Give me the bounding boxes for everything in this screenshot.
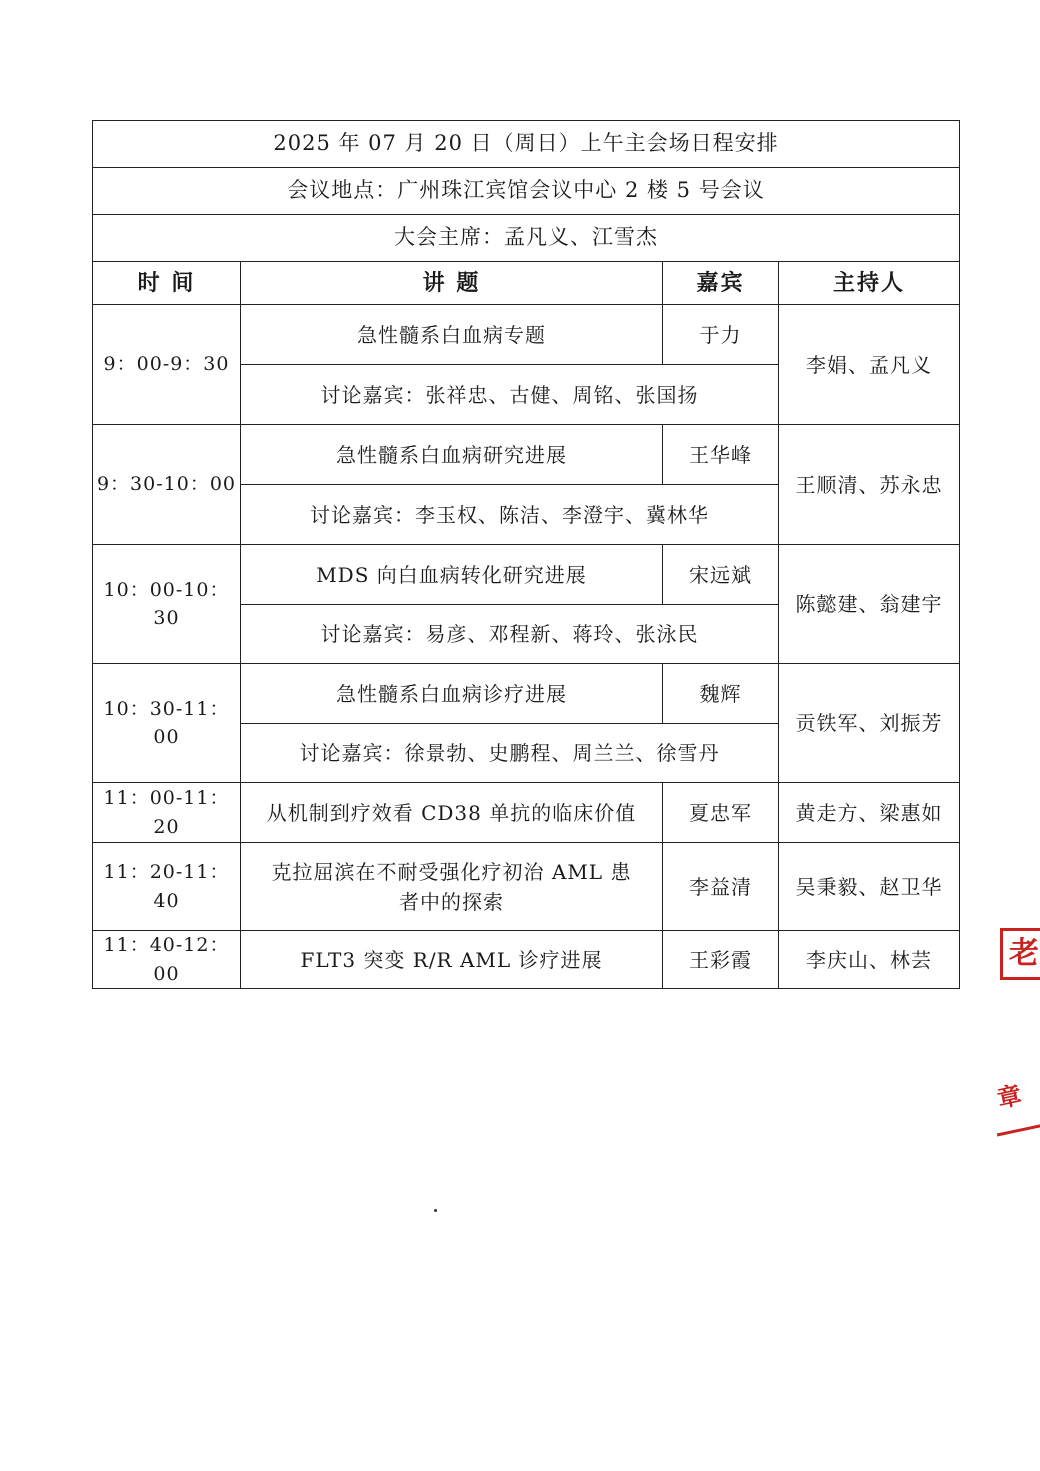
talk-time: 11：20-11：40: [93, 843, 241, 931]
chairs-line: 大会主席：孟凡义、江雪杰: [93, 215, 960, 262]
session-speaker: 王华峰: [663, 425, 779, 485]
session-discussion: 讨论嘉宾：易彦、邓程新、蒋玲、张泳民: [241, 605, 779, 664]
session-discussion: 讨论嘉宾：张祥忠、古健、周铭、张国扬: [241, 365, 779, 425]
session-speaker: 于力: [663, 305, 779, 365]
session-time: 10：30-11：00: [93, 664, 241, 783]
session-time: 9：00-9：30: [93, 305, 241, 425]
talk-time: 11：00-11：20: [93, 783, 241, 843]
session-discussion: 讨论嘉宾：徐景勃、史鹏程、周兰兰、徐雪丹: [241, 724, 779, 783]
talk-host: 李庆山、林芸: [779, 931, 960, 989]
schedule-table: [92, 120, 960, 989]
session-host: 贡铁军、刘振芳: [779, 664, 960, 783]
session-speaker: 魏辉: [663, 664, 779, 724]
session-host: 陈懿建、翁建宇: [779, 545, 960, 664]
header-time: 时 间: [93, 262, 241, 305]
header-topic: 讲 题: [241, 262, 663, 305]
session-discussion: 讨论嘉宾：李玉权、陈洁、李澄宇、冀林华: [241, 485, 779, 545]
talk-time: 11：40-12：00: [93, 931, 241, 989]
talk-speaker: 李益清: [663, 843, 779, 931]
session-time: 10：00-10：30: [93, 545, 241, 664]
talk-topic: 从机制到疗效看 CD38 单抗的临床价值: [241, 783, 663, 843]
talk-speaker: 王彩霞: [663, 931, 779, 989]
venue-line: 会议地点：广州珠江宾馆会议中心 2 楼 5 号会议: [93, 168, 960, 215]
session-topic: 急性髓系白血病诊疗进展: [241, 664, 663, 724]
schedule-title: 2025 年 07 月 20 日（周日）上午主会场日程安排: [93, 121, 960, 168]
session-topic: 急性髓系白血病专题: [241, 305, 663, 365]
session-host: 王顺清、苏永忠: [779, 425, 960, 545]
talk-host: 黄走方、梁惠如: [779, 783, 960, 843]
talk-speaker: 夏忠军: [663, 783, 779, 843]
seal-stamp-fragment-lower: 章: [984, 1062, 1040, 1137]
header-speaker: 嘉宾: [663, 262, 779, 305]
talk-topic: FLT3 突变 R/R AML 诊疗进展: [241, 931, 663, 989]
session-speaker: 宋远斌: [663, 545, 779, 605]
talk-host: 吴秉毅、赵卫华: [779, 843, 960, 931]
ink-speck: [434, 1209, 437, 1212]
session-topic: MDS 向白血病转化研究进展: [241, 545, 663, 605]
session-host: 李娟、孟凡义: [779, 305, 960, 425]
seal-stamp-fragment: 老: [1000, 928, 1040, 980]
session-topic: 急性髓系白血病研究进展: [241, 425, 663, 485]
talk-topic: 克拉屈滨在不耐受强化疗初治 AML 患者中的探索: [241, 843, 663, 931]
session-time: 9：30-10：00: [93, 425, 241, 545]
header-host: 主持人: [779, 262, 960, 305]
